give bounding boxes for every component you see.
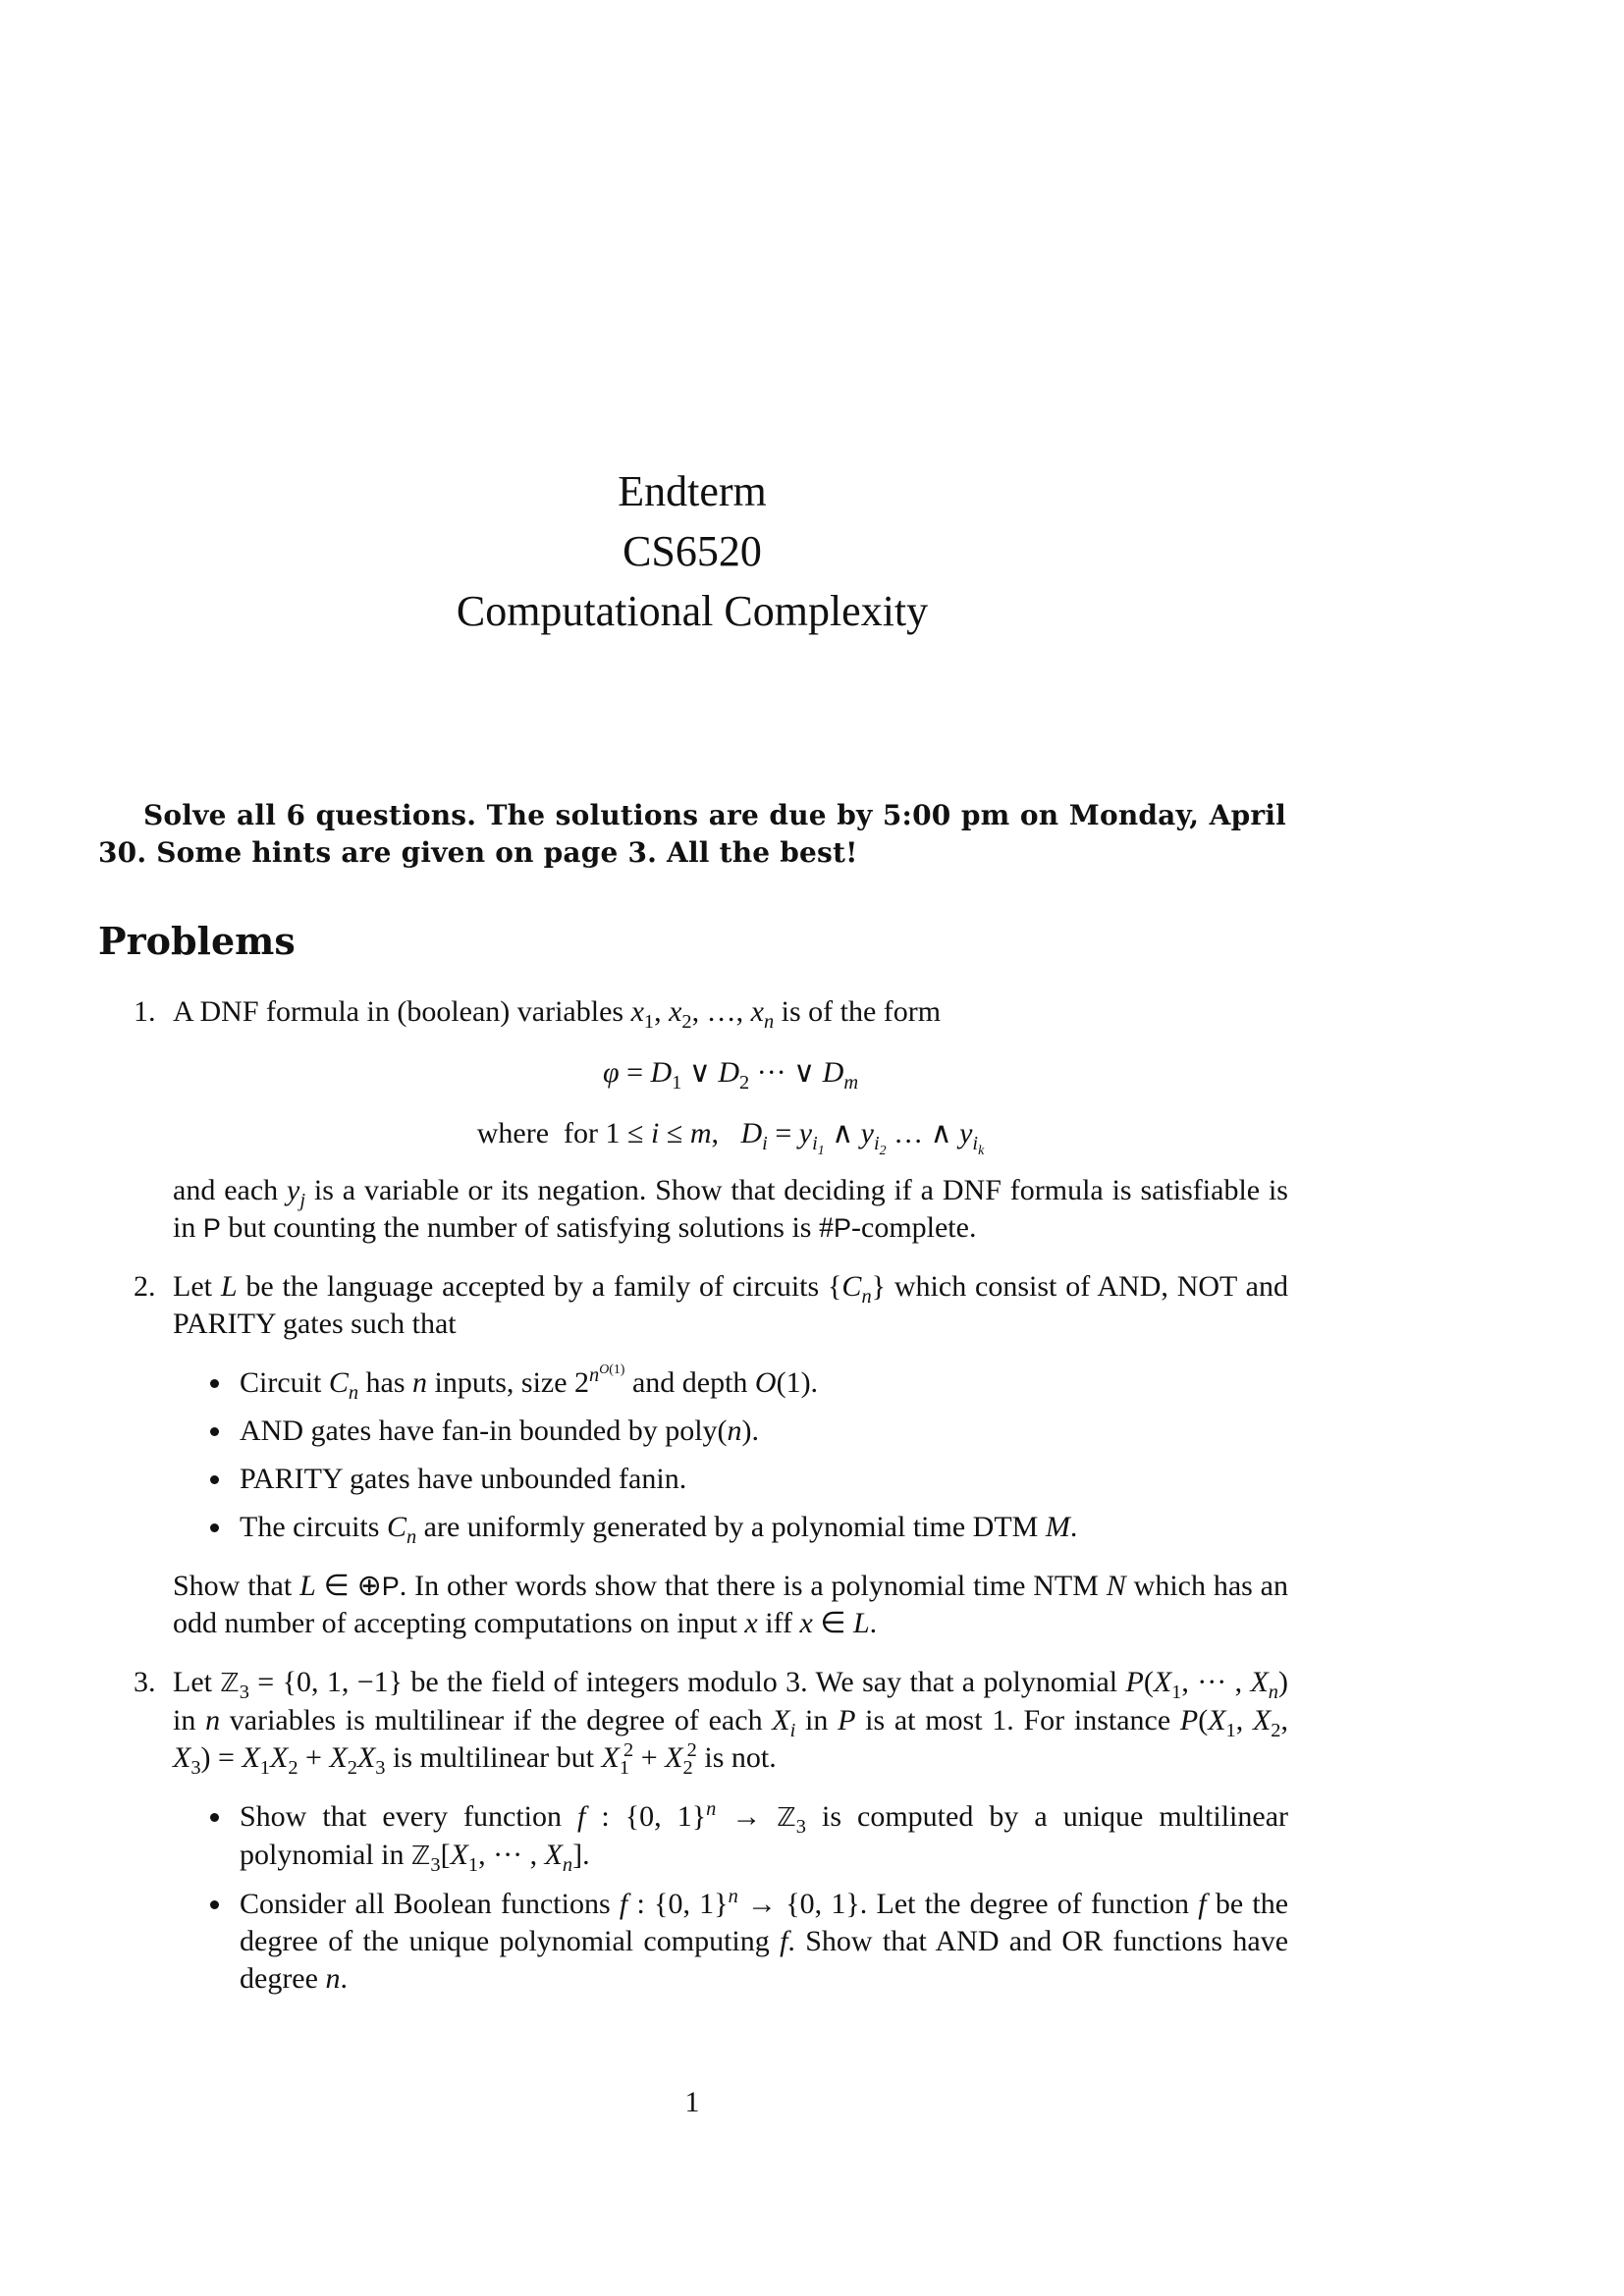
course-name: Computational Complexity xyxy=(456,587,929,635)
title-block xyxy=(0,461,1384,641)
problem-2-body: Show that L ∈ ⊕P. In other words show that there is a polynomial time NTM N which has an odd number of accepting computations on input x iff x ∈ L. xyxy=(173,1570,1288,1639)
problem-1-body: and each $y_j$ is a variable or its negation. Show that deciding if a DNF formula is satisfiable is in P but counting the number of satisfying solutions is #P-complete. xyxy=(173,1174,1288,1244)
problem-1 xyxy=(134,993,1288,1247)
list-item: The circuits $C_n$ are uniformly generated by a polynomial time DTM M. xyxy=(173,1509,1288,1546)
dnf-clause-definition: where for 1 ≤ i ≤ m, $D_i = y_{i_1}$ ∧ $y_{i_2}$ … ∧ $y_{i_k}$ xyxy=(476,1117,985,1159)
list-item: AND gates have fan-in bounded by poly(n). xyxy=(173,1413,1288,1450)
problem-2-lead: Let L be the language accepted by a family of circuits $\{C_n\}$ which consist of AND, NOT and PARITY gates such that xyxy=(173,1270,1289,1340)
problem-1-lead: A DNF formula in (boolean) variables $x_1$, $x_2$, …, $x_n$ is of the form xyxy=(173,995,942,1033)
bullet-icon xyxy=(210,1475,219,1484)
instructions-text: Solve all 6 questions. The solutions are due by 5:00 pm on Monday, April 30. Some hints are given on page 3. All the best! xyxy=(98,799,1286,869)
dnf-formula: $\varphi = D_1$ ∨ $D_2$ ··· ∨ $D_m$ xyxy=(602,1056,859,1094)
bullet-icon xyxy=(210,1900,219,1909)
list-item: PARITY gates have unbounded fanin. xyxy=(173,1461,1288,1498)
bullet-icon xyxy=(210,1379,219,1388)
bullet-icon xyxy=(210,1523,219,1532)
problem-number: 1. xyxy=(134,995,156,1028)
list-item: Circuit $C_n$ has n inputs, size $2^{n^{O(1)}}$ and depth O(1). xyxy=(173,1364,1288,1402)
problem-3-lead: Let ℤ$_3$ = {0, 1, −1} be the field of integers modulo 3. We say that a polynomial $P(X_1$, ··· , $X_n$) in n variables is multilinear if the degree of each $X_i$ in P is at most 1. For instance $P(X_1$, $X_2$, $X_3) = X_1X_2 + X_2X_3$ is multilinear but $X_1^2 + X_2^2$ is not. xyxy=(173,1666,1288,1779)
list-item: Show that every function f : {0, 1}$^n$ → ℤ$_3$ is computed by a unique multilinear polynomial in $ℤ_3[X_1$, ··· , $X_n$]. xyxy=(173,1798,1288,1875)
problem-2 xyxy=(134,1268,1288,1642)
problem-2-conditions xyxy=(173,1364,1288,1546)
problem-list xyxy=(134,993,1288,2019)
bullet-icon xyxy=(210,1813,219,1822)
problem-3 xyxy=(134,1664,1288,1998)
problem-number: 2. xyxy=(134,1270,156,1303)
problem-3-tasks xyxy=(173,1798,1288,1998)
exam-title: Endterm xyxy=(618,467,767,515)
course-code: CS6520 xyxy=(623,527,762,575)
problem-number: 3. xyxy=(134,1666,156,1698)
instructions-paragraph xyxy=(98,797,1286,872)
section-heading-problems: Problems xyxy=(98,919,296,963)
bullet-icon xyxy=(210,1427,219,1436)
list-item: Consider all Boolean functions f : {0, 1}$^n$ → {0, 1}. Let the degree of function f be the degree of the unique polynomial computing f. Show that AND and OR functions have degree n. xyxy=(173,1886,1288,1998)
page-number: 1 xyxy=(684,2086,700,2118)
